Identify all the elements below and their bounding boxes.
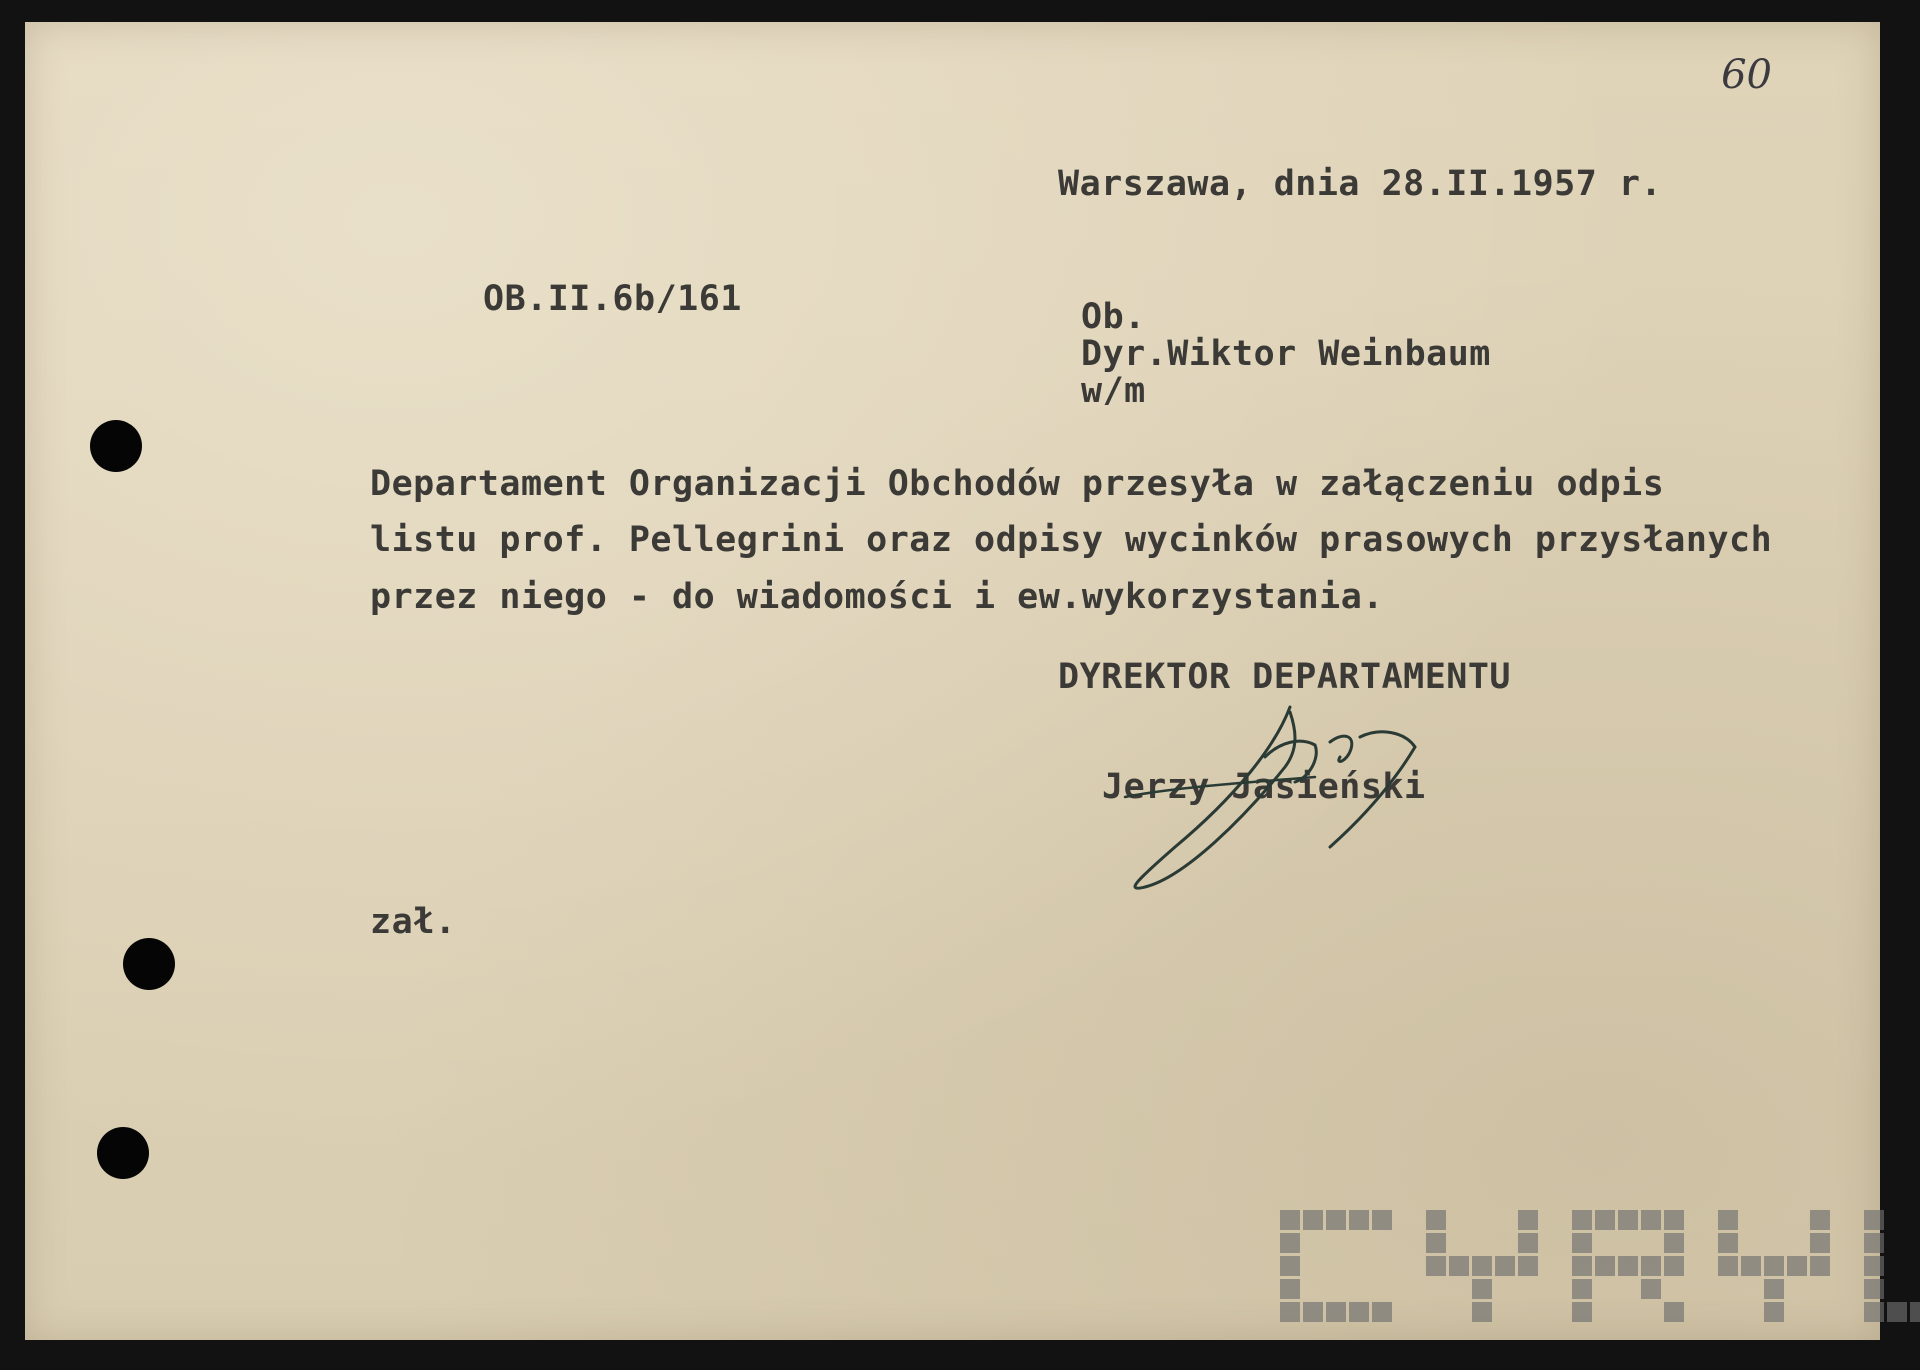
place-and-date: Warszawa, dnia 28.II.1957 r.	[1058, 164, 1663, 204]
cyryl-watermark-logo	[1280, 1210, 1900, 1340]
document-sheet	[25, 22, 1880, 1340]
punch-hole-middle	[123, 938, 175, 990]
punch-hole-top	[90, 420, 142, 472]
body-line-1: Departament Organizacji Obchodów przesyła w załączeniu odpis	[370, 464, 1665, 504]
handwritten-signature	[1115, 687, 1475, 897]
handwritten-page-number: 60	[1721, 52, 1772, 98]
enclosure-note: zał.	[370, 902, 457, 942]
body-line-3: przez niego - do wiadomości i ew.wykorzystania.	[370, 577, 1384, 617]
recipient-line-2: Dyr.Wiktor Weinbaum	[1081, 334, 1491, 374]
watermark-letter	[1426, 1210, 1538, 1340]
recipient-line-1: Ob.	[1081, 297, 1146, 337]
recipient-line-3: w/m	[1081, 371, 1146, 411]
reference-number: OB.II.6b/161	[483, 279, 742, 319]
watermark-letter	[1572, 1210, 1684, 1340]
body-line-2: listu prof. Pellegrini oraz odpisy wycinków prasowych przysłanych	[370, 520, 1773, 560]
punch-hole-bottom	[97, 1127, 149, 1179]
watermark-letter	[1280, 1210, 1392, 1340]
watermark-letter	[1718, 1210, 1830, 1340]
watermark-letter	[1864, 1210, 1920, 1340]
signatory-name: Jerzy Jasieński	[1102, 767, 1426, 807]
signatory-title: DYREKTOR DEPARTAMENTU	[1058, 657, 1512, 697]
